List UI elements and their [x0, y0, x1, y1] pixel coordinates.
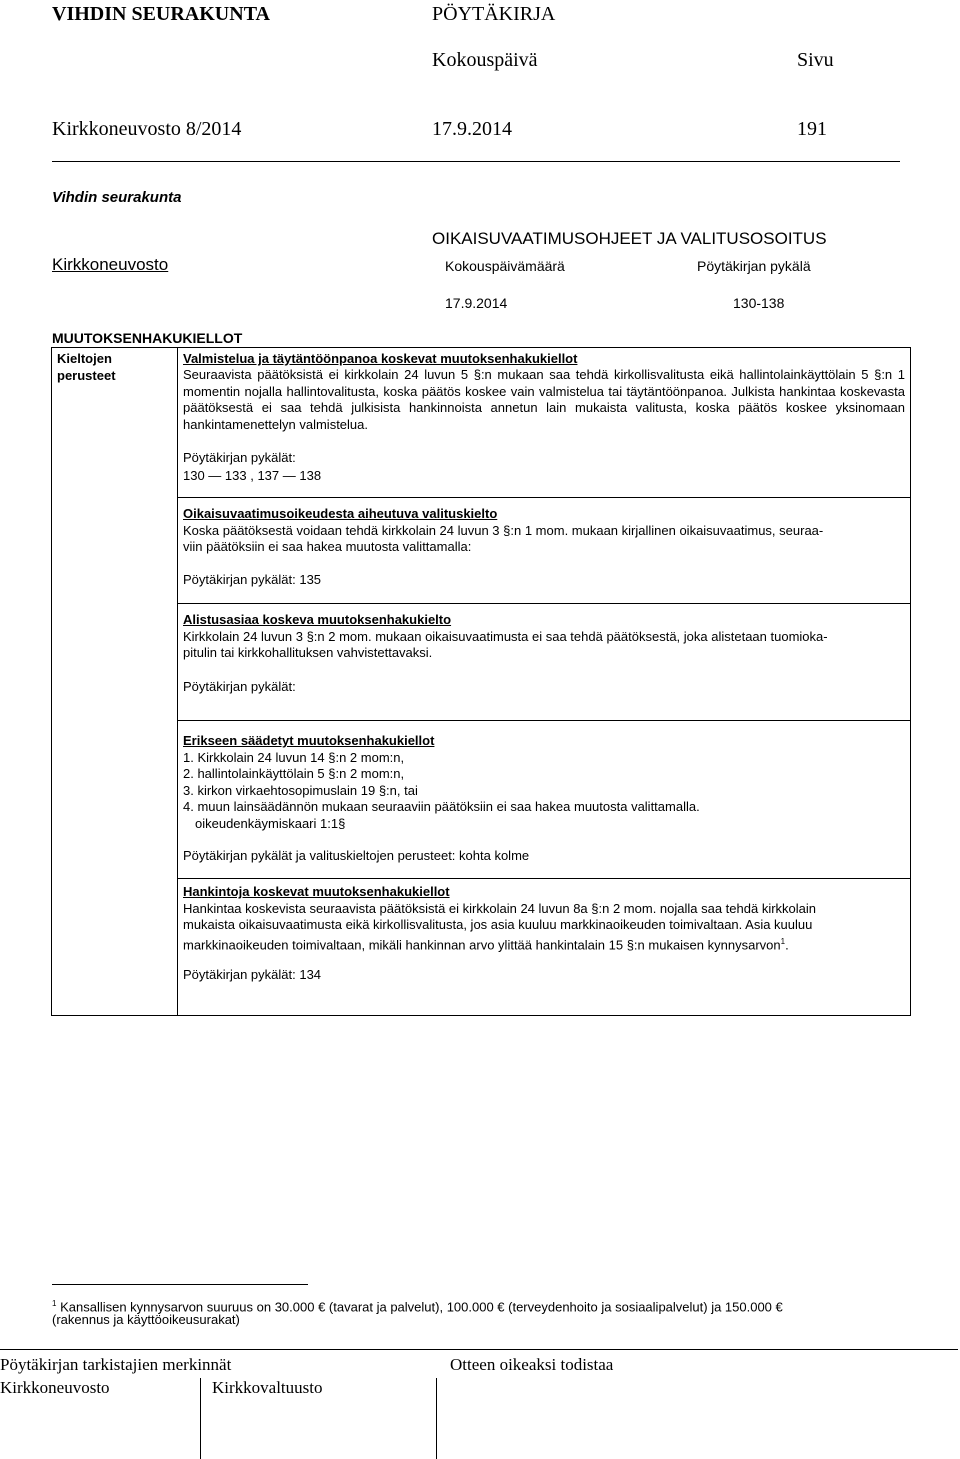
- footnote-mark: 1: [52, 1299, 57, 1308]
- s1-text: Seuraavista päätöksistä ei kirkkolain 24 luvun 5 §:n mukaan saa tehdä kirkollisvalitusta eikä hallintolainkäyttölain 5 §:n 1 momentin nojalla hallintovalitusta, koska päätös koskee vain valmistelua tai täytäntöönpanoa. Julkista hankintaa koskevasta päätöksestä ei saa tehdä julkisista hankinnoista annetun lain mukaista valitusta, koska päätös koskee yksinomaan hankintamenettelyn valmistelua.: [183, 367, 905, 432]
- s2-heading: Oikaisuvaatimusoikeudesta aiheutuva valituskielto: [183, 506, 498, 521]
- meeting-date-label: Kokouspäivämäärä: [445, 258, 565, 274]
- s2-line1: Koska päätöksestä voidaan tehdä kirkkolain 24 luvun 3 §:n 1 mom. mukaan kirjallinen oikaisuvaatimus, seuraa-: [183, 522, 824, 538]
- row-divider-4: [177, 878, 911, 879]
- column-divider: [177, 347, 178, 1016]
- document-title: OIKAISUVAATIMUSOHJEET JA VALITUSOSOITUS: [432, 229, 827, 248]
- footer-divider: [0, 1349, 958, 1350]
- meeting-date: 17.9.2014: [432, 118, 512, 140]
- s5-footnote-mark: 1: [780, 936, 786, 946]
- s3-heading: Alistusasiaa koskeva muutoksenhakukielto: [183, 612, 452, 627]
- footer-col-kirkkovaltuusto: Kirkkovaltuusto: [212, 1378, 323, 1397]
- s3-line1: Kirkkolain 24 luvun 3 §:n 2 mom. mukaan oikaisuvaatimusta ei saa tehdä päätöksestä, joka alistetaan tuomioka-: [183, 628, 828, 644]
- org-name: VIHDIN SEURAKUNTA: [52, 3, 270, 25]
- s4-extra: oikeudenkäymiskaari 1:1§: [195, 815, 346, 831]
- row-divider-2: [177, 603, 911, 604]
- page-label: Sivu: [797, 49, 834, 71]
- s5-line1: Hankintaa koskevista seuraavista päätöksistä ei kirkkolain 24 luvun 8a §:n 2 mom. nojalla saa tehdä kirkkolain: [183, 900, 817, 916]
- header-divider: [52, 161, 900, 162]
- page-number: 191: [797, 118, 827, 140]
- certified-label: Otteen oikeaksi todistaa: [450, 1355, 614, 1374]
- row-divider-3: [177, 720, 911, 721]
- s3-block: [183, 612, 905, 662]
- parish-name: Vihdin seurakunta: [52, 189, 182, 206]
- s4-block: [183, 733, 905, 832]
- s1-sections-label: Pöytäkirjan pykälät:: [183, 450, 296, 465]
- left-label-line1: Kieltojen: [57, 351, 112, 366]
- body-meeting-date: 17.9.2014: [445, 295, 508, 311]
- s4-item-4: 4. muun lainsäädännön mukaan seuraaviin päätöksiin ei saa hakea muutosta valittamalla.: [183, 799, 700, 814]
- s3-line2: pitulin tai kirkkohallituksen vahvistettavaksi.: [183, 645, 433, 660]
- footnote-text-1: Kansallisen kynnysarvon suuruus on 30.000 € (tavarat ja palvelut), 100.000 € (terveydenhoito ja sosiaalipalvelut) ja 150.000 €: [60, 1299, 783, 1315]
- s4-item-3: 3. kirkon virkaehtosopimuslain 19 §:n, tai: [183, 782, 418, 798]
- section-title: MUUTOKSENHAKUKIELLOT: [52, 330, 243, 346]
- s5-heading: Hankintoja koskevat muutoksenhakukiellot: [183, 884, 450, 899]
- s2-line2: viin päätöksiin ei saa hakea muutosta valittamalla:: [183, 539, 472, 554]
- meeting-name: Kirkkoneuvosto 8/2014: [52, 118, 242, 140]
- footer-separator-1: [200, 1378, 201, 1459]
- row-divider-1: [177, 497, 911, 498]
- footnote-line2: (rakennus ja käyttöoikeusurakat): [52, 1312, 240, 1327]
- s2-block: [183, 506, 905, 556]
- footer-col-kirkkoneuvosto: Kirkkoneuvosto: [0, 1378, 110, 1397]
- s1-sections: 130 — 133 , 137 — 138: [183, 468, 322, 483]
- left-label-line2: perusteet: [57, 368, 116, 383]
- s4-item-1: 1. Kirkkolain 24 luvun 14 §:n 2 mom:n,: [183, 749, 405, 765]
- s4-sections: Pöytäkirjan pykälät ja valituskieltojen perusteet: kohta kolme: [183, 848, 530, 863]
- s5-line2: mukaista oikaisuvaatimusta eikä kirkollisvalitusta, jos asia kuuluu markkinaoikeuden toimivaltaan. Asia kuuluu: [183, 917, 813, 932]
- s1-heading: Valmistelua ja täytäntöönpanoa koskevat muutoksenhakukiellot: [183, 351, 578, 366]
- s4-heading: Erikseen säädetyt muutoksenhakukiellot: [183, 733, 435, 748]
- s4-item-2: 2. hallintolainkäyttölain 5 §:n 2 mom:n,: [183, 766, 405, 781]
- body-name: Kirkkoneuvosto: [52, 255, 169, 274]
- s5-line3-row: [183, 934, 905, 954]
- s3-sections: Pöytäkirjan pykälät:: [183, 679, 296, 694]
- footer-separator-2: [436, 1378, 437, 1459]
- doc-type: PÖYTÄKIRJA: [432, 3, 556, 25]
- date-label: Kokouspäivä: [432, 49, 538, 71]
- s5-block: [183, 884, 905, 953]
- s5-line3: markkinaoikeuden toimivaltaan, mikäli hankinnan arvo ylittää hankintalain 15 §:n mukaisen kynnysarvon: [183, 936, 781, 952]
- checkers-label: Pöytäkirjan tarkistajien merkinnät: [0, 1355, 232, 1374]
- s5-sections: Pöytäkirjan pykälät: 134: [183, 967, 322, 982]
- s5-line3-end: .: [785, 936, 789, 952]
- footnote-rule: [52, 1284, 308, 1285]
- body-sections: 130-138: [733, 295, 785, 311]
- sections-label: Pöytäkirjan pykälä: [697, 258, 811, 274]
- s2-sections: Pöytäkirjan pykälät: 135: [183, 572, 322, 587]
